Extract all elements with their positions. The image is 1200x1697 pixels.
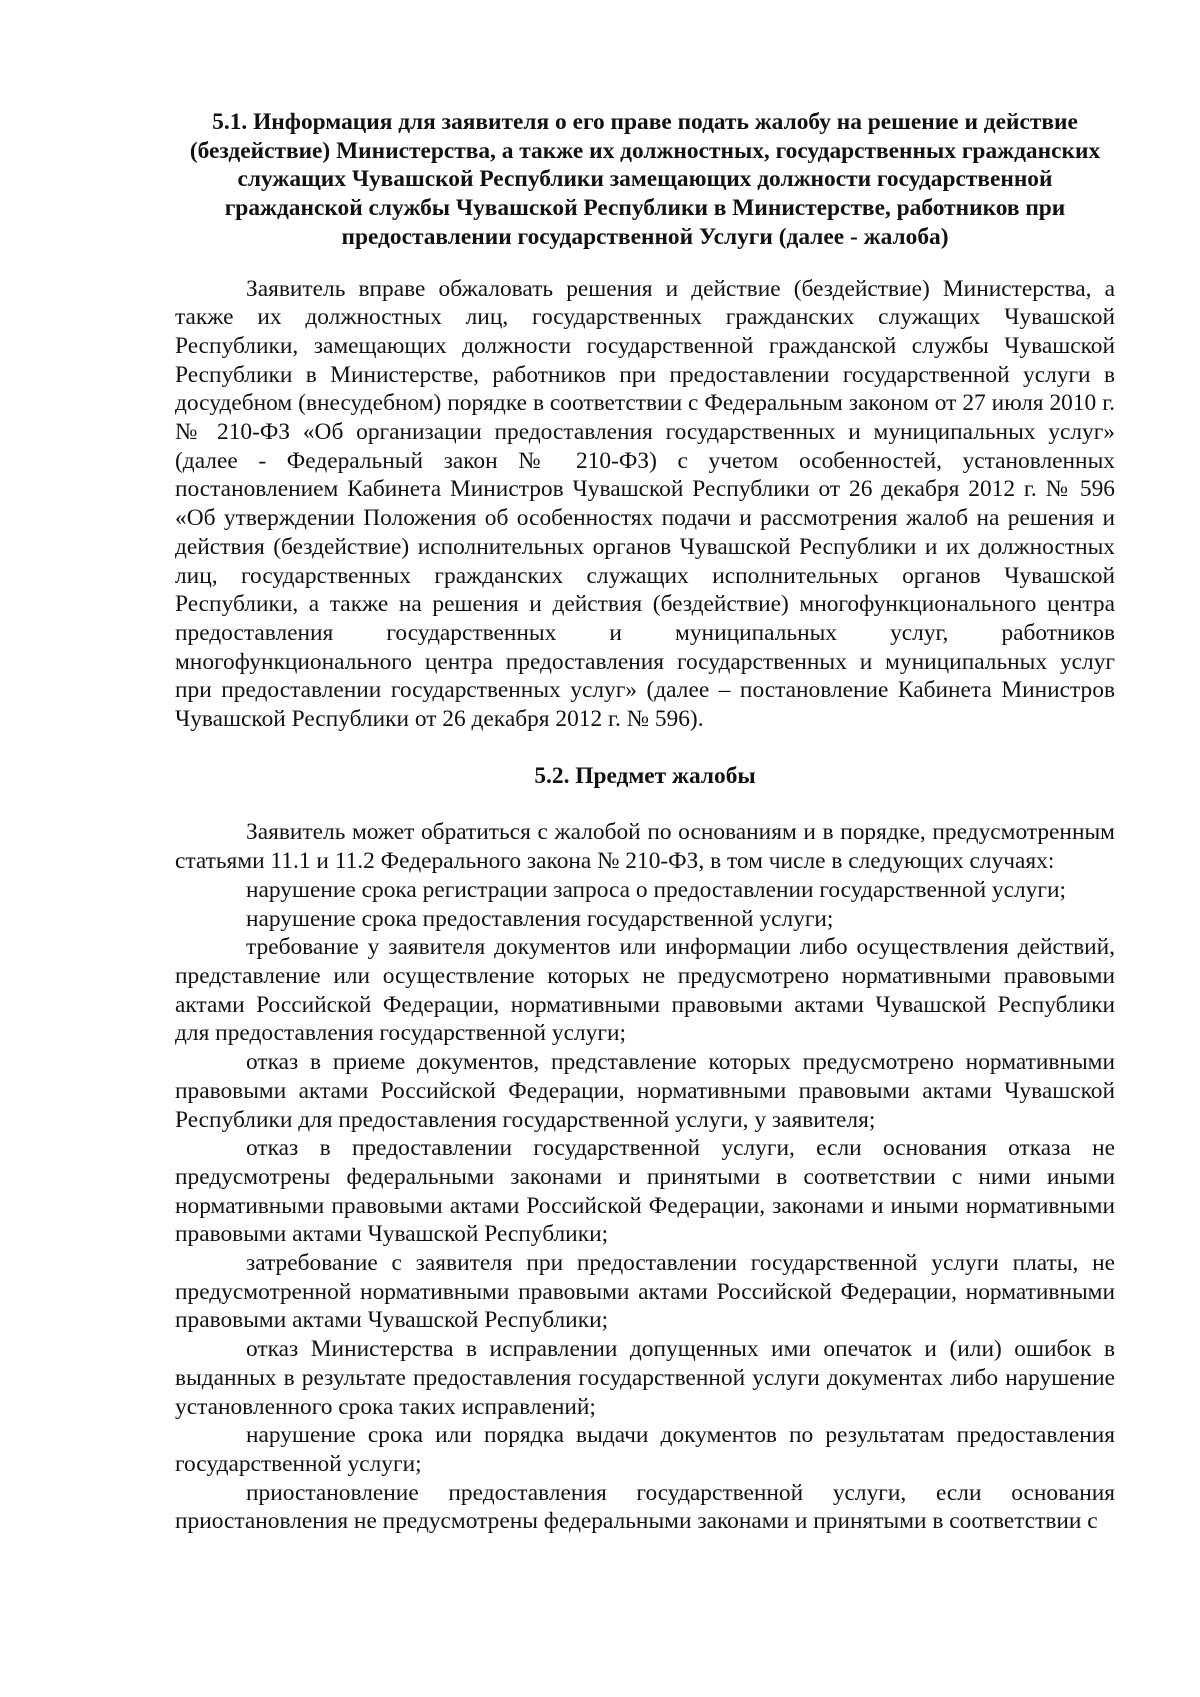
spacer [175,734,1115,762]
spacer [175,252,1115,275]
list-item: нарушение срока регистрации запроса о предоставлении государственной услуги; [246,876,1066,903]
list-item: требование у заявителя документов или информации либо осуществления действий, представление или осуществление которых не предусмотрено нормативными правовыми актами Российской Федерации, нормативными правовыми актами Чувашской Республики для предоставления государственной услуги; [175,934,1115,1047]
list-item: нарушение срока или порядка выдачи документов по результатам предоставления государственной услуги; [175,1422,1115,1477]
spacer [175,790,1115,818]
list-item: отказ в приеме документов, представление которых предусмотрено нормативными правовыми актами Российской Федерации, нормативными правовыми актами Чувашской Республики для предоставления государственной услуги, у заявителя; [175,1049,1115,1133]
list-item: нарушение срока предоставления государственной услуги; [246,905,834,932]
section-5-1-heading: 5.1. Информация для заявителя о его праве подать жалобу на решение и действие (бездействие) Министерства, а также их должностных, государственных гражданских служащих Чувашской Республики замещающих должности государственной гражданской службы Чувашской Республики в Министерстве, работников при предоставлении государственной Услуги (далее - жалоба) [189,109,1101,250]
document-page [175,108,1115,1536]
section-5-2-heading: 5.2. Предмет жалобы [534,762,756,789]
list-item: приостановление предоставления государственной услуги, если основания приостановления не предусмотрены федеральными законами и принятыми в соответствии с [175,1479,1115,1535]
list-item: затребование с заявителя при предоставлении государственной услуги платы, не предусмотренной нормативными правовыми актами Российской Федерации, нормативными правовыми актами Чувашской Республики; [175,1250,1115,1334]
section-5-1-body: Заявитель вправе обжаловать решения и действие (бездействие) Министерства, а также их должностных лиц, государственных гражданских служащих Чувашской Республики, замещающих должности государственной гражданской службы Чувашской Республики в Министерстве, работников при предоставлении государственной услуги в досудебном (внесудебном) порядке в соответствии с Федеральным законом от 27 июля 2010 г. № 210-ФЗ «Об организации предоставления государственных и муниципальных услуг» (далее - Федеральный закон № 210-ФЗ) с учетом особенностей, установленных постановлением Кабинета Министров Чувашской Республики от 26 декабря 2012 г. № 596 «Об утверждении Положения об особенностях подачи и рассмотрения жалоб на решения и действия (бездействие) исполнительных органов Чувашской Республики и их должностных лиц, государственных гражданских служащих исполнительных органов Чувашской Республики, а также на решения и действия (бездействие) многофункционального центра предоставления государственных и муниципальных услуг, работников многофункционального центра предоставления государственных и муниципальных услуг при предоставлении государственных услуг» (далее – постановление Кабинета Министров Чувашской Республики от 26 декабря 2012 г. № 596). [175,275,1115,733]
section-5-2-intro: Заявитель может обратиться с жалобой по основаниям и в порядке, предусмотренным статьями 11.1 и 11.2 Федерального закона № 210-ФЗ, в том числе в следующих случаях: [175,819,1115,875]
list-item: отказ Министерства в исправлении допущенных ими опечаток и (или) ошибок в выданных в результате предоставления государственной услуги документах либо нарушение установленного срока таких исправлений; [175,1336,1115,1420]
list-item: отказ в предоставлении государственной услуги, если основания отказа не предусмотрены федеральными законами и принятыми в соответствии с ними иными нормативными правовыми актами Российской Федерации, законами и иными нормативными правовыми актами Чувашской Республики; [175,1135,1115,1248]
